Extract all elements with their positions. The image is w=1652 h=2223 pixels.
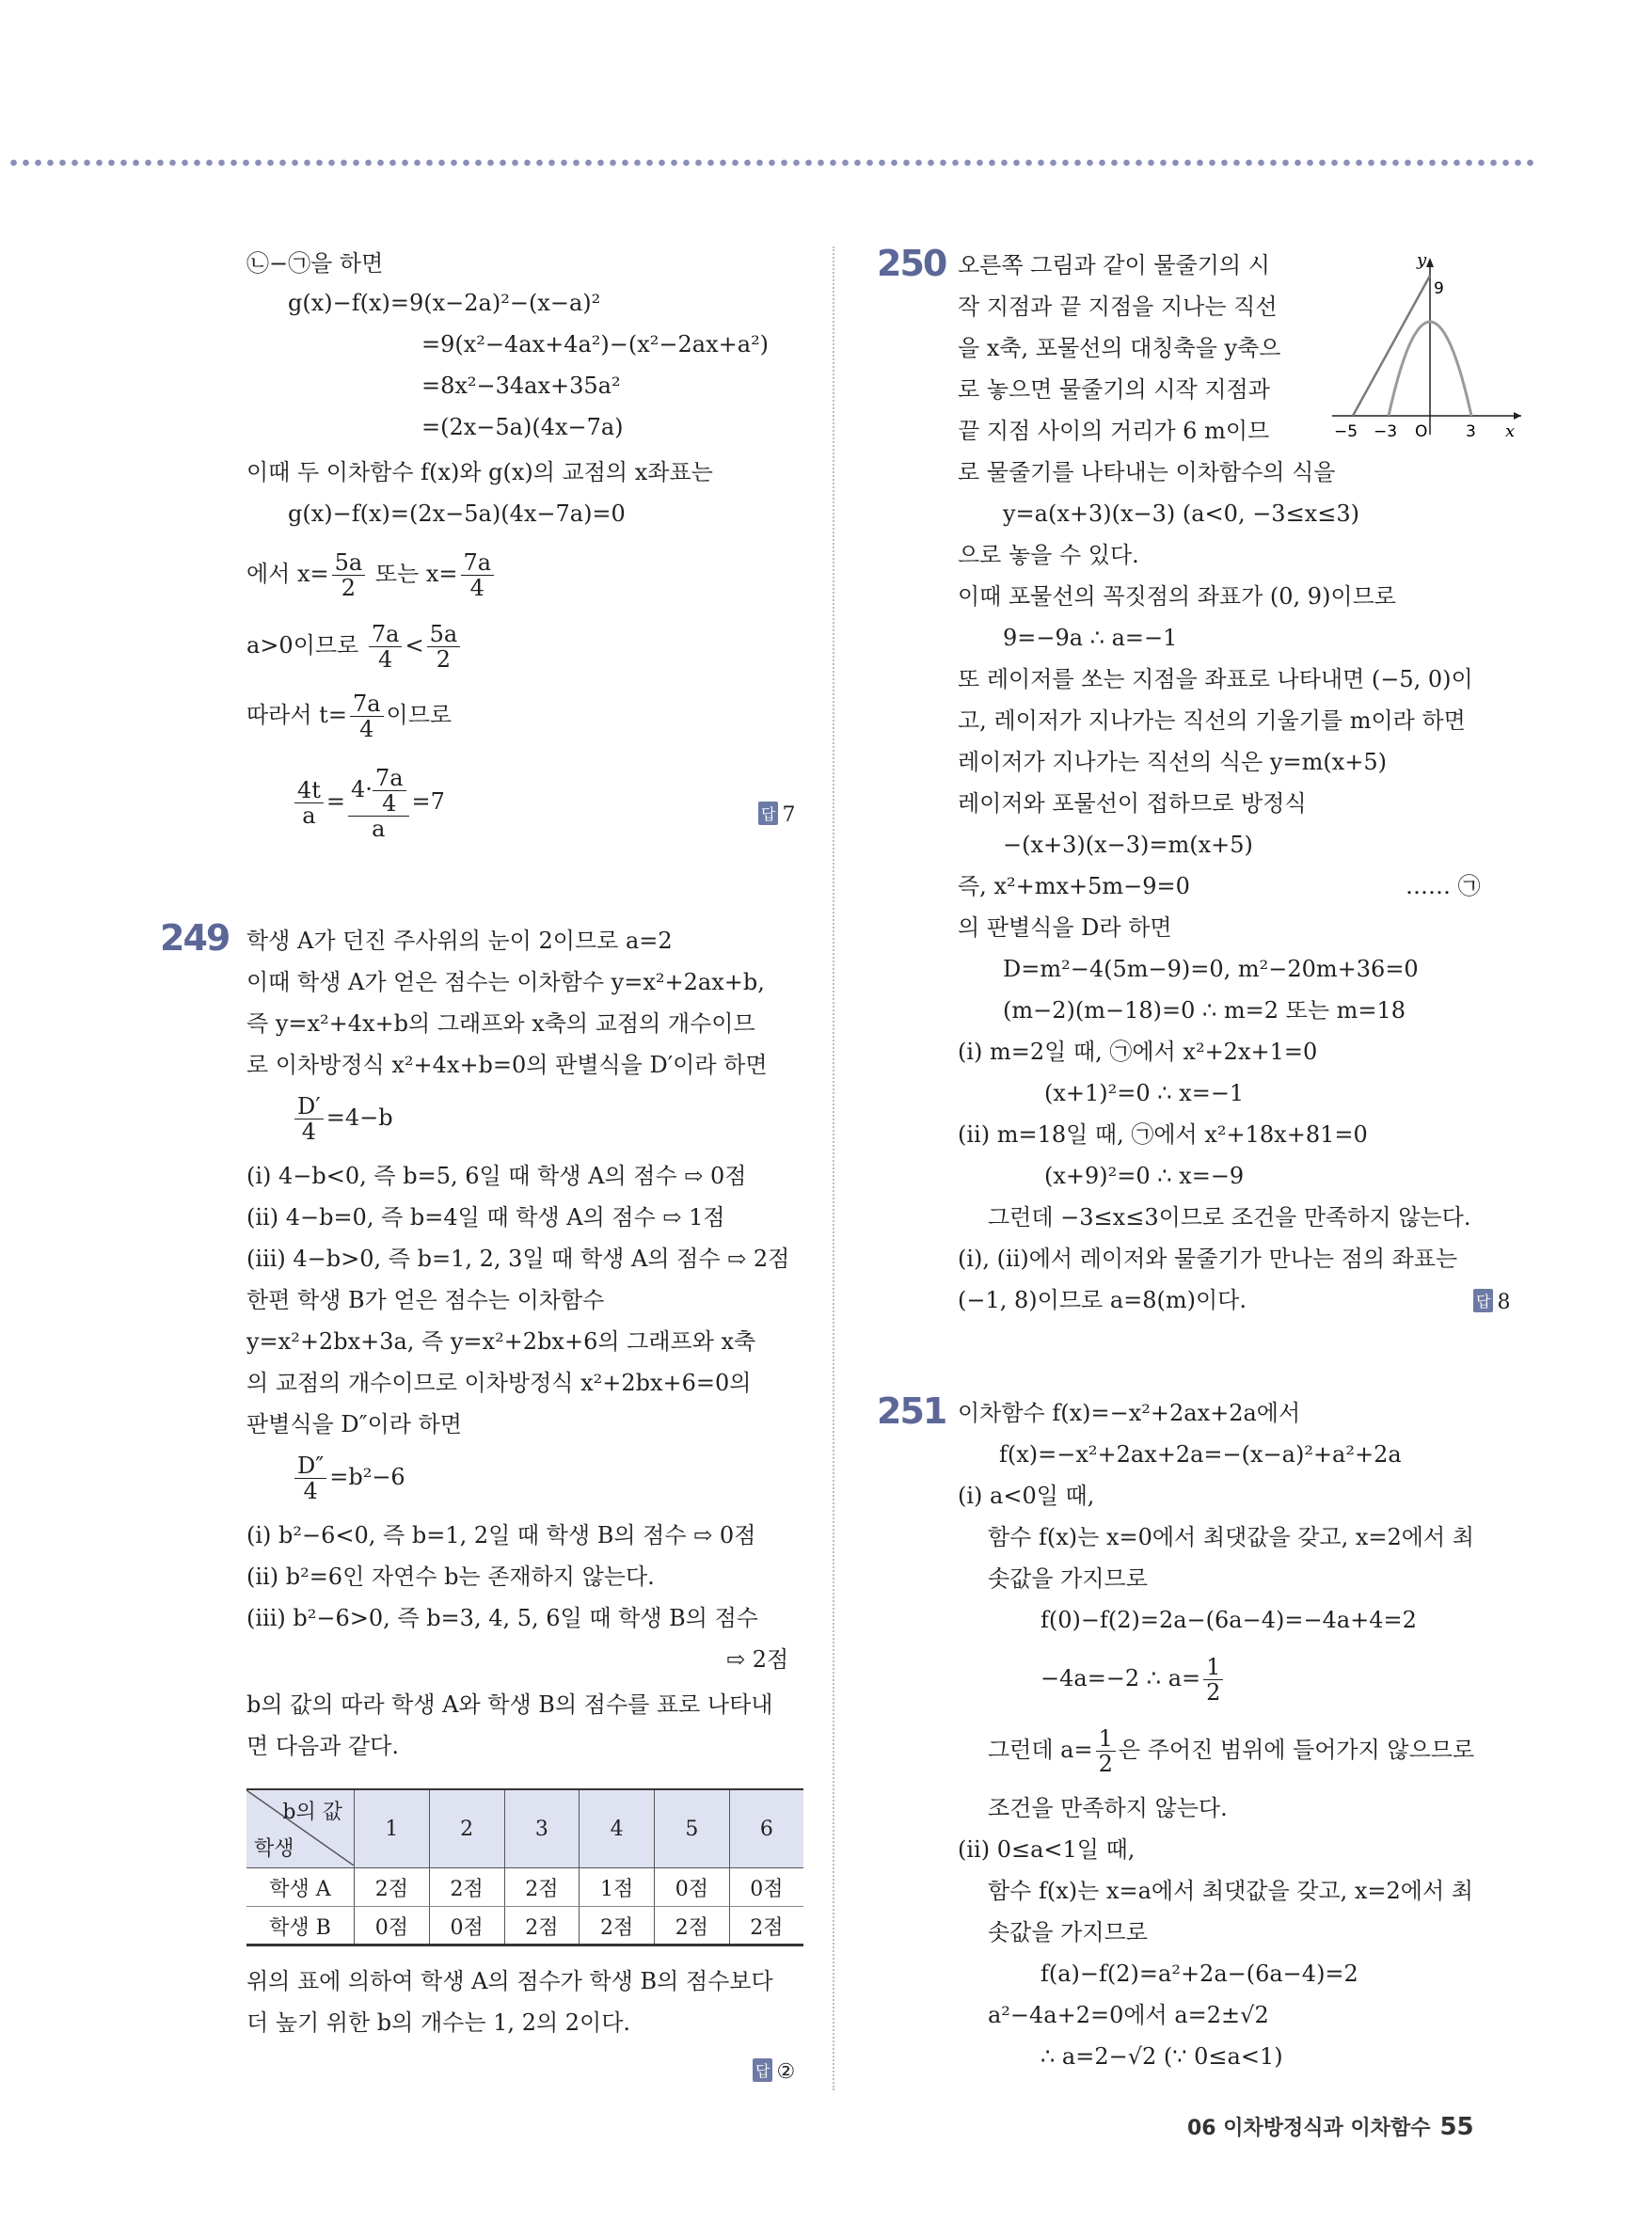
equals: = xyxy=(326,788,346,815)
tick-label: −3 xyxy=(1374,422,1398,441)
fraction xyxy=(373,766,406,816)
answer-value: ② xyxy=(776,2060,796,2084)
table-header: 6 xyxy=(729,1790,803,1868)
math-line: =9(x²−4ax+4a²)−(x²−2ax+a²) xyxy=(421,331,770,357)
text-line: 이차함수 f(x)=−x²+2ax+2a에서 xyxy=(958,1400,1301,1426)
case-line: (ⅰ) a<0일 때, xyxy=(958,1483,1095,1509)
corner-label-top: b의 값 xyxy=(282,1801,342,1824)
case-line: (ⅰ) b²−6<0, 즉 b=1, 2일 때 학생 B의 점수 ⇨ 0점 xyxy=(246,1522,756,1548)
fraction xyxy=(294,1453,326,1503)
less-than: < xyxy=(405,632,424,659)
discriminant-line xyxy=(292,1449,405,1505)
y-axis-arrow xyxy=(1426,258,1434,267)
x-axis-arrow xyxy=(1514,412,1521,420)
numerator: 1 xyxy=(1203,1655,1223,1680)
math-line: D=m²−4(5m−9)=0, m²−20m+36=0 xyxy=(1003,956,1419,982)
page-number: 55 xyxy=(1439,2113,1474,2141)
numerator: 7a xyxy=(373,766,406,791)
table-cell: 2점 xyxy=(655,1907,730,1945)
discriminant-line xyxy=(292,1089,393,1146)
x-axis-label: x xyxy=(1505,421,1516,441)
denominator: 2 xyxy=(436,646,451,673)
case-line: (ⅱ) b²=6인 자연수 b는 존재하지 않는다. xyxy=(246,1564,655,1590)
case-line: (ⅰ) 4−b<0, 즉 b=5, 6일 때 학생 A의 점수 ⇨ 0점 xyxy=(246,1163,747,1189)
t-prefix: 따라서 t= xyxy=(246,702,347,728)
problem-number-249: 249 xyxy=(160,917,230,959)
solution-line xyxy=(246,546,497,602)
t-suffix: 이므로 xyxy=(386,702,453,728)
text-line: 레이저와 포물선이 접하므로 방정식 xyxy=(958,790,1307,817)
fraction xyxy=(1096,1726,1116,1776)
answer-250 xyxy=(1473,1289,1510,1314)
table-header: 1 xyxy=(355,1790,430,1868)
text-line: 이때 학생 A가 얻은 점수는 이차함수 y=x²+2ax+b, xyxy=(246,969,765,995)
text-line: 면 다음과 같다. xyxy=(246,1733,399,1759)
table-cell: 2점 xyxy=(580,1907,655,1945)
laser-line xyxy=(1353,276,1430,416)
corner-label-bottom: 학생 xyxy=(254,1837,294,1861)
t-line xyxy=(246,687,452,743)
denominator: 2 xyxy=(341,575,357,601)
text-line: 오른쪽 그림과 같이 물줄기의 시 xyxy=(958,252,1270,278)
text-suffix: 은 주어진 범위에 들어가지 않으므로 xyxy=(1118,1737,1475,1763)
table-cell: 2점 xyxy=(729,1907,803,1945)
peak-label: 9 xyxy=(1434,279,1444,298)
table-header: 4 xyxy=(580,1790,655,1868)
denominator: a xyxy=(372,815,386,842)
math-line: −(x+3)(x−3)=m(x+5) xyxy=(1003,832,1253,858)
table-row xyxy=(246,1907,803,1945)
table-cell: 1점 xyxy=(580,1868,655,1907)
table-header-row xyxy=(246,1790,803,1868)
answer-badge: 답 xyxy=(753,2058,772,2082)
math-line: (x+9)²=0 ∴ x=−9 xyxy=(1044,1163,1245,1189)
text-line: 솟값을 가지므로 xyxy=(988,1919,1148,1945)
case-line: (ⅱ) 0≤a<1일 때, xyxy=(958,1836,1136,1863)
text-line: (−1, 8)이므로 a=8(m)이다. xyxy=(958,1287,1247,1313)
fraction xyxy=(350,691,384,741)
text-line: 작 지점과 끝 지점을 지나는 직선 xyxy=(958,294,1278,320)
text-line: 레이저가 지나가는 직선의 식은 y=m(x+5) xyxy=(958,749,1387,775)
equation-prefix: −4a=−2 ∴ a= xyxy=(1040,1665,1201,1691)
denominator: a xyxy=(302,802,316,829)
table-bottom-rule xyxy=(246,1944,803,1946)
table-cell: 0점 xyxy=(355,1907,430,1945)
math-line: y=a(x+3)(x−3) (a<0, −3≤x≤3) xyxy=(1003,500,1359,527)
text-line: 로 물줄기를 나타내는 이차함수의 식을 xyxy=(958,459,1336,485)
fraction xyxy=(369,622,403,672)
solution-mid: 또는 x= xyxy=(368,561,458,587)
fraction xyxy=(1203,1655,1223,1705)
problem-number-250: 250 xyxy=(877,243,946,284)
math-line: f(a)−f(2)=a²+2a−(6a−4)=2 xyxy=(1040,1961,1358,1987)
answer-249 xyxy=(753,2058,795,2084)
denominator: 2 xyxy=(1098,1751,1113,1777)
denominator: 4 xyxy=(303,1478,318,1504)
denominator: 2 xyxy=(1206,1679,1221,1706)
text-line: 끝 지점 사이의 거리가 6 m이므 xyxy=(958,418,1270,444)
text-line: 위의 표에 의하여 학생 A의 점수가 학생 B의 점수보다 xyxy=(246,1968,773,1994)
discriminant-value: =b²−6 xyxy=(329,1464,405,1490)
math-line: 9=−9a ∴ a=−1 xyxy=(1003,625,1178,651)
text-line: 솟값을 가지므로 xyxy=(988,1565,1148,1592)
tick-label: 3 xyxy=(1466,422,1476,441)
fraction xyxy=(332,550,366,600)
text-line: 로 이차방정식 x²+4x+b=0의 판별식을 D′이라 하면 xyxy=(246,1052,768,1078)
case-line: (ⅱ) m=18일 때, ㉠에서 x²+18x+81=0 xyxy=(958,1121,1368,1148)
parabola-graph xyxy=(1328,246,1526,444)
numerator-coef: 4· xyxy=(351,775,373,802)
numerator xyxy=(348,766,408,817)
table-header: 2 xyxy=(429,1790,504,1868)
math-line: 즉, x²+mx+5m−9=0 xyxy=(958,873,1190,899)
solution-prefix: 에서 x= xyxy=(246,561,329,587)
table-cell: 0점 xyxy=(429,1907,504,1945)
numerator: 5a xyxy=(427,622,461,647)
text-line: 로 놓으면 물줄기의 시작 지점과 xyxy=(958,376,1270,403)
math-line: f(x)=−x²+2ax+2a=−(x−a)²+a²+2a xyxy=(999,1441,1402,1468)
text-line: 함수 f(x)는 x=a에서 최댓값을 갖고, x=2에서 최 xyxy=(988,1878,1473,1904)
denominator: 4 xyxy=(382,789,397,817)
math-line: a²−4a+2=0에서 a=2±√2 xyxy=(988,2002,1269,2028)
case-line: (ⅲ) b²−6>0, 즉 b=3, 4, 5, 6일 때 학생 B의 점수 xyxy=(246,1605,758,1631)
fraction xyxy=(461,550,495,600)
fraction xyxy=(294,1094,324,1144)
numerator: 7a xyxy=(350,691,384,717)
text-line: 즉 y=x²+4x+b의 그래프와 x축의 교점의 개수이므 xyxy=(246,1010,755,1037)
table-row xyxy=(246,1868,803,1907)
text-line: 그런데 −3≤x≤3이므로 조건을 만족하지 않는다. xyxy=(988,1204,1471,1231)
text-line: 의 교점의 개수이므로 이차방정식 x²+2bx+6=0의 xyxy=(246,1370,752,1396)
text-line: 학생 A가 던진 주사위의 눈이 2이므로 a=2 xyxy=(246,928,673,954)
answer-value: 8 xyxy=(1497,1291,1511,1314)
table-cell: 2점 xyxy=(355,1868,430,1907)
fraction xyxy=(427,622,461,672)
chapter-title: 06 이차방정식과 이차함수 xyxy=(1187,2117,1431,2140)
math-line: f(0)−f(2)=2a−(6a−4)=−4a+4=2 xyxy=(1040,1607,1417,1633)
text-line: 으로 놓을 수 있다. xyxy=(958,542,1139,568)
math-line: (x+1)²=0 ∴ x=−1 xyxy=(1044,1080,1245,1106)
denominator: 4 xyxy=(359,716,374,742)
fraction xyxy=(294,778,324,828)
denominator: 4 xyxy=(469,575,484,601)
text-line: 판별식을 D″이라 하면 xyxy=(246,1411,462,1437)
row-label: 학생 B xyxy=(269,1915,331,1940)
top-dotted-rule xyxy=(8,158,1537,167)
numerator: 1 xyxy=(1096,1726,1116,1752)
text-line: 한편 학생 B가 얻은 점수는 이차함수 xyxy=(246,1287,605,1313)
discriminant-value: =4−b xyxy=(326,1104,393,1131)
text-line: 함수 f(x)는 x=0에서 최댓값을 갖고, x=2에서 최 xyxy=(988,1524,1474,1550)
table-header: 3 xyxy=(504,1790,580,1868)
text-line: b의 값의 따라 학생 A와 학생 B의 점수를 표로 나타내 xyxy=(246,1691,773,1718)
answer-value: 7 xyxy=(782,803,796,827)
table-cell: 0점 xyxy=(729,1868,803,1907)
text-line xyxy=(988,1722,1474,1778)
result-equation xyxy=(292,764,445,841)
text-line: (ⅰ), (ⅱ)에서 레이저와 물줄기가 만나는 점의 좌표는 xyxy=(958,1246,1458,1272)
table-cell: 2점 xyxy=(429,1868,504,1907)
result-value: =7 xyxy=(411,788,445,815)
numerator: 4t xyxy=(294,778,324,803)
numerator: D″ xyxy=(294,1453,326,1479)
answer-badge: 답 xyxy=(758,802,778,825)
page-footer xyxy=(1187,2112,1474,2141)
row-label: 학생 A xyxy=(246,1868,355,1907)
table-cell: 2점 xyxy=(504,1907,580,1945)
equation-mark: …… ㉠ xyxy=(1406,873,1481,899)
numerator: D′ xyxy=(294,1094,324,1119)
math-line xyxy=(1040,1650,1226,1707)
case-line: (ⅱ) 4−b=0, 즉 b=4일 때 학생 A의 점수 ⇨ 1점 xyxy=(246,1204,725,1231)
y-axis-label: y xyxy=(1417,250,1427,270)
text-line: 의 판별식을 D라 하면 xyxy=(958,914,1172,941)
numerator: 7a xyxy=(461,550,495,576)
table-corner-cell xyxy=(246,1790,355,1868)
math-line: ∴ a=2−√2 (∵ 0≤a<1) xyxy=(1040,2043,1283,2070)
denominator: 4 xyxy=(301,1119,316,1145)
fraction xyxy=(348,766,408,841)
math-line: =(2x−5a)(4x−7a) xyxy=(421,414,624,440)
text-line: 고, 레이저가 지나가는 직선의 기울기를 m이라 하면 xyxy=(958,707,1466,734)
text-line: 을 x축, 포물선의 대칭축을 y축으 xyxy=(958,335,1281,361)
origin-label: O xyxy=(1415,422,1428,441)
score-table xyxy=(246,1790,803,1945)
math-line: g(x)−f(x)=9(x−2a)²−(x−a)² xyxy=(288,290,601,316)
table-header: 5 xyxy=(655,1790,730,1868)
text-line: 이때 포물선의 꼭짓점의 좌표가 (0, 9)이므로 xyxy=(958,583,1396,610)
table-cell: 2점 xyxy=(504,1868,580,1907)
math-line: (m−2)(m−18)=0 ∴ m=2 또는 m=18 xyxy=(1003,997,1406,1024)
compare-prefix: a>0이므로 xyxy=(246,632,366,659)
column-divider xyxy=(833,246,834,2090)
case-line: (ⅰ) m=2일 때, ㉠에서 x²+2x+1=0 xyxy=(958,1039,1318,1065)
tick-label: −5 xyxy=(1334,422,1358,441)
table-cell: 0점 xyxy=(655,1868,730,1907)
text-line: 또 레이저를 쏘는 지점을 좌표로 나타내면 (−5, 0)이 xyxy=(958,666,1473,692)
math-line: =8x²−34ax+35a² xyxy=(421,373,621,399)
numerator: 7a xyxy=(369,622,403,647)
case-result: ⇨ 2점 xyxy=(726,1646,789,1673)
denominator: 4 xyxy=(378,646,393,673)
text-prefix: 그런데 a= xyxy=(988,1737,1093,1763)
compare-line xyxy=(246,617,463,674)
case-line: (ⅲ) 4−b>0, 즉 b=1, 2, 3일 때 학생 A의 점수 ⇨ 2점 xyxy=(246,1246,790,1272)
answer-badge: 답 xyxy=(1473,1289,1493,1312)
math-line: g(x)−f(x)=(2x−5a)(4x−7a)=0 xyxy=(288,500,626,527)
text-line: 조건을 만족하지 않는다. xyxy=(988,1795,1228,1821)
text-line: y=x²+2bx+3a, 즉 y=x²+2bx+6의 그래프와 x축 xyxy=(246,1328,756,1355)
text-line: 더 높기 위한 b의 개수는 1, 2의 2이다. xyxy=(246,2009,631,2036)
text-line: ㉡−㉠을 하면 xyxy=(246,250,384,277)
numerator: 5a xyxy=(332,550,366,576)
text-line: 이때 두 이차함수 f(x)와 g(x)의 교점의 x좌표는 xyxy=(246,459,713,485)
problem-number-251: 251 xyxy=(877,1390,946,1432)
answer-248 xyxy=(758,802,795,827)
